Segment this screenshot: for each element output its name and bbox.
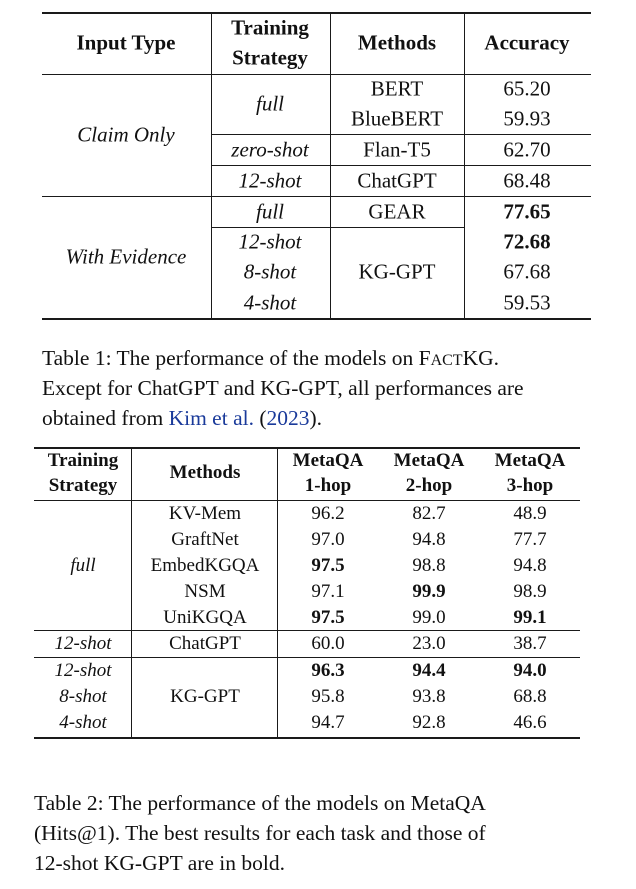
table1-col-divider xyxy=(464,12,465,320)
table1-group-with-evidence: With Evidence xyxy=(65,244,187,269)
table2-header-methods: Methods xyxy=(169,462,241,483)
table2-strategy: 12-shot xyxy=(54,660,112,681)
table2-header-metaqa-3: MetaQA xyxy=(494,450,566,471)
table1-method: Flan-T5 xyxy=(363,137,431,162)
table2-value-best: 96.3 xyxy=(311,660,345,681)
table2-value: 77.7 xyxy=(513,529,547,550)
table2-value: 48.9 xyxy=(513,503,547,524)
table1-method: BlueBERT xyxy=(350,106,444,131)
table1-accuracy-best: 72.68 xyxy=(503,229,551,254)
table2-header-training: Training xyxy=(47,450,119,471)
table1-header-training: Training xyxy=(231,15,309,40)
table2-value-best: 94.4 xyxy=(412,660,446,681)
table-2 xyxy=(0,440,636,750)
caption2-line: Table 2: The performance of the models on MetaQA xyxy=(34,791,486,815)
table2-value-best: 97.5 xyxy=(311,555,345,576)
table1-header-strategy: Strategy xyxy=(232,45,308,70)
table2-caption xyxy=(34,788,604,880)
table1-bottom-rule xyxy=(42,318,591,320)
table2-method: KG-GPT xyxy=(170,686,240,707)
table1-method: BERT xyxy=(370,76,424,101)
table2-value: 97.1 xyxy=(311,581,345,602)
table2-header-rule xyxy=(34,500,580,501)
table1-group-claim-only: Claim Only xyxy=(77,122,175,147)
table1-strategy: 8-shot xyxy=(243,259,297,284)
table2-value: 60.0 xyxy=(311,633,345,654)
table2-value: 94.8 xyxy=(513,555,547,576)
table2-strategy: 12-shot xyxy=(54,633,112,654)
citation-link[interactable]: Kim et al. xyxy=(168,406,254,430)
table2-header-metaqa-1: MetaQA xyxy=(292,450,364,471)
table2-method: NSM xyxy=(184,581,226,602)
table2-value-best: 99.9 xyxy=(412,581,446,602)
table1-accuracy-best: 77.65 xyxy=(503,199,551,224)
table1-header-methods: Methods xyxy=(357,30,437,55)
table2-value: 98.8 xyxy=(412,555,446,576)
table1-strategy: 12-shot xyxy=(238,229,302,254)
table1-strategy: zero-shot xyxy=(231,137,309,162)
table1-rule xyxy=(211,134,591,135)
caption1-line: obtained from Kim et al. (2023). xyxy=(42,406,323,430)
table2-method: GraftNet xyxy=(171,529,239,550)
table1-method: KG-GPT xyxy=(358,259,436,284)
table1-strategy: full xyxy=(255,199,285,224)
table1-accuracy: 59.93 xyxy=(503,106,551,131)
table2-group-rule xyxy=(34,657,580,658)
table1-col-divider xyxy=(330,12,331,320)
table2-method: ChatGPT xyxy=(169,633,241,654)
table2-value-best: 94.0 xyxy=(513,660,547,681)
table2-strategy: 8-shot xyxy=(59,686,107,707)
table1-accuracy: 68.48 xyxy=(503,168,551,193)
table1-rule xyxy=(211,227,465,228)
table2-top-rule xyxy=(34,447,580,449)
table2-value: 96.2 xyxy=(311,503,345,524)
table1-header-accuracy: Accuracy xyxy=(484,30,570,55)
caption2-line: 12-shot KG-GPT are in bold. xyxy=(34,851,286,875)
table2-strategy: 4-shot xyxy=(59,712,107,733)
table1-accuracy: 59.53 xyxy=(503,290,551,315)
table2-value: 23.0 xyxy=(412,633,446,654)
table1-rule xyxy=(211,165,591,166)
caption2-line: (Hits@1). The best results for each task and those of xyxy=(34,821,486,845)
table2-header-strategy: Strategy xyxy=(48,475,118,496)
table2-header-metaqa-2: MetaQA xyxy=(393,450,465,471)
table1-accuracy: 67.68 xyxy=(503,259,551,284)
table2-col-divider xyxy=(131,447,132,739)
table2-method: KV-Mem xyxy=(168,503,242,524)
table1-strategy: 12-shot xyxy=(238,168,302,193)
table2-strategy: full xyxy=(70,555,96,576)
table2-value: 82.7 xyxy=(412,503,446,524)
table2-value: 99.0 xyxy=(412,607,446,628)
table1-header-rule xyxy=(42,74,591,75)
table2-value: 94.8 xyxy=(412,529,446,550)
caption1-line: Table 1: The performance of the models on FACTKG. xyxy=(42,346,500,370)
table2-method: UniKGQA xyxy=(163,607,247,628)
citation-year-link[interactable]: 2023 xyxy=(266,406,310,430)
table2-value: 68.8 xyxy=(513,686,547,707)
table2-value: 92.8 xyxy=(412,712,446,733)
table2-value: 98.9 xyxy=(513,581,547,602)
table2-col-divider xyxy=(277,447,278,739)
table1-method: GEAR xyxy=(368,199,426,224)
caption1-line: Except for ChatGPT and KG-GPT, all performances are xyxy=(42,376,524,400)
table1-caption xyxy=(42,343,602,435)
table1-accuracy: 62.70 xyxy=(503,137,551,162)
table2-header-1hop: 1-hop xyxy=(304,475,352,496)
table1-strategy: full xyxy=(255,91,285,116)
table2-header-3hop: 3-hop xyxy=(506,475,554,496)
table1-col-divider xyxy=(211,12,212,320)
table2-value-best: 97.5 xyxy=(311,607,345,628)
table-1 xyxy=(0,0,636,330)
table2-method: EmbedKGQA xyxy=(150,555,260,576)
table2-value: 97.0 xyxy=(311,529,345,550)
table2-value: 95.8 xyxy=(311,686,345,707)
table1-top-rule xyxy=(42,12,591,14)
table1-strategy: 4-shot xyxy=(243,290,297,315)
table2-bottom-rule xyxy=(34,737,580,739)
table2-value: 38.7 xyxy=(513,633,547,654)
table2-value: 93.8 xyxy=(412,686,446,707)
table2-value: 46.6 xyxy=(513,712,547,733)
table1-method: ChatGPT xyxy=(357,168,437,193)
table1-group-rule xyxy=(42,196,591,197)
table1-accuracy: 65.20 xyxy=(503,76,551,101)
table2-group-rule xyxy=(34,630,580,631)
table1-header-input-type: Input Type xyxy=(76,30,176,55)
table2-header-2hop: 2-hop xyxy=(405,475,453,496)
table2-value-best: 99.1 xyxy=(513,607,547,628)
table2-value: 94.7 xyxy=(311,712,345,733)
